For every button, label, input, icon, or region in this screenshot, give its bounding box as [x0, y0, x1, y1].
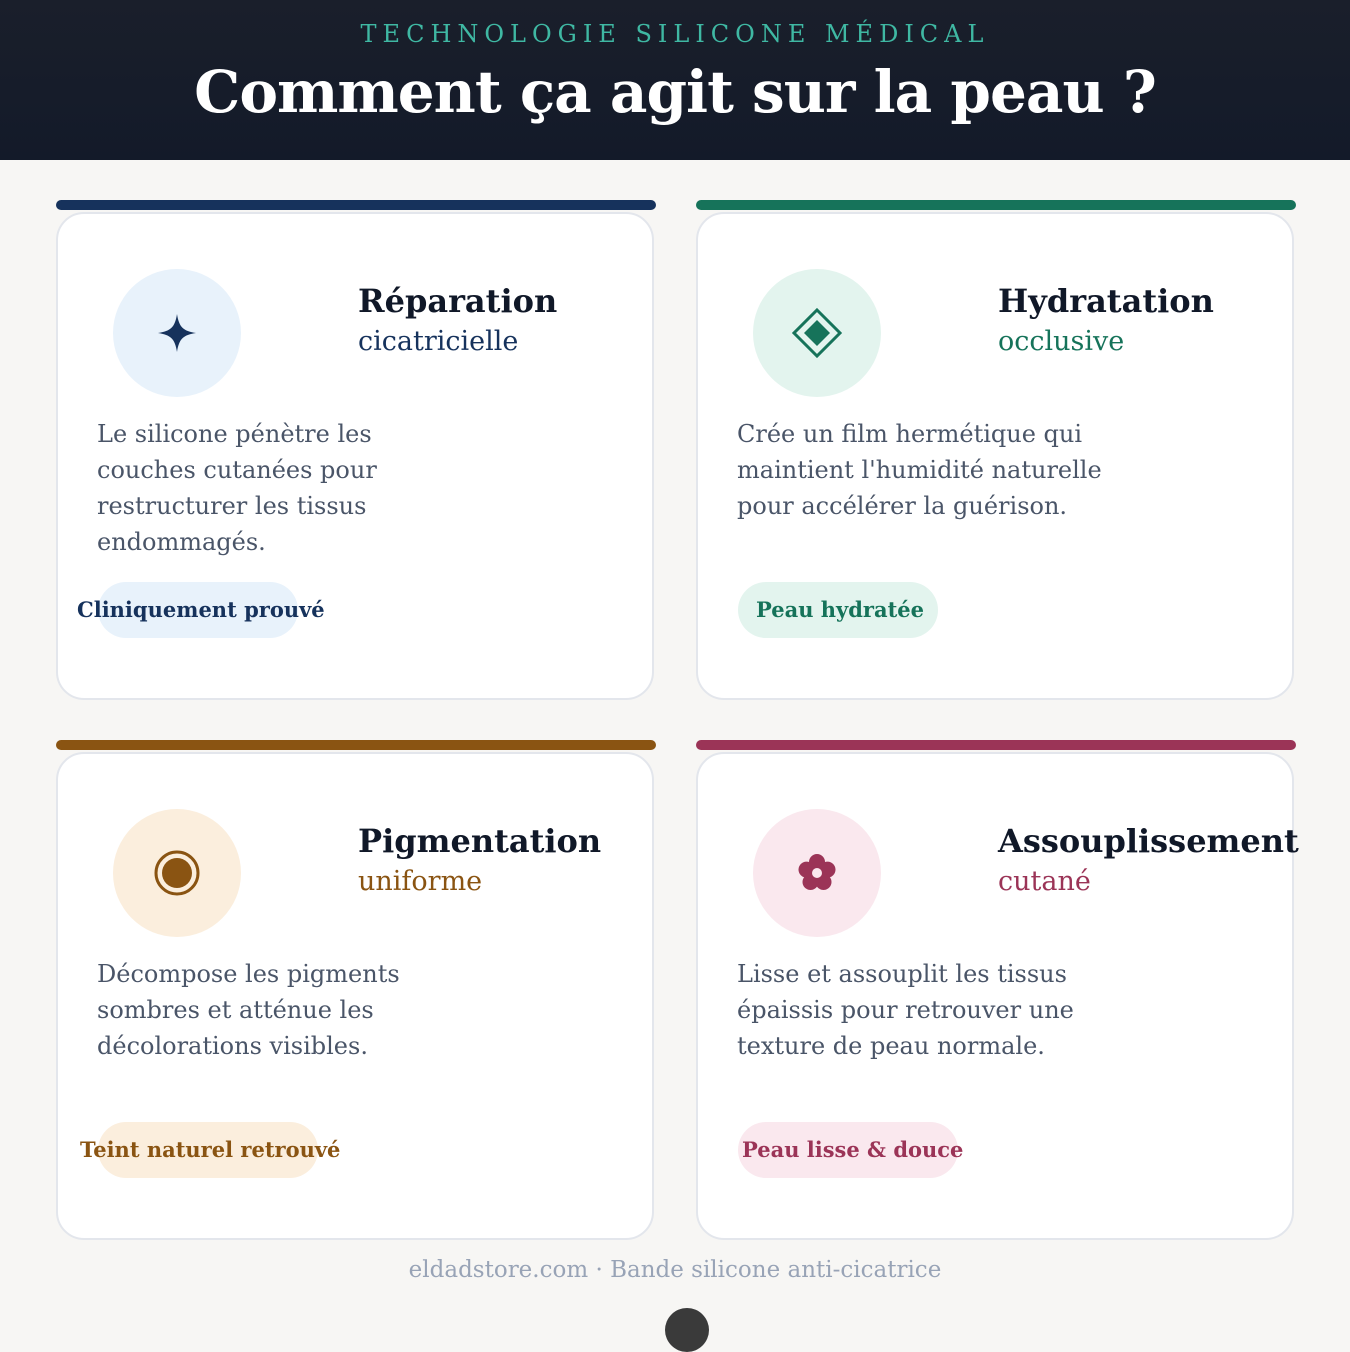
card-hydratation: [696, 212, 1294, 700]
flower-icon: [797, 853, 837, 893]
badge-label: Cliniquement prouvé: [77, 597, 325, 622]
header: [0, 0, 1350, 160]
badge-label: Peau lisse & douce: [742, 1137, 964, 1162]
card-subtitle: cicatricielle: [358, 326, 519, 357]
card-accent-bar: [56, 200, 656, 210]
card-title: Assouplissement: [998, 822, 1299, 860]
card-assouplissement: [696, 752, 1299, 1240]
scroll-button[interactable]: [665, 1308, 709, 1352]
card-subtitle: occlusive: [998, 326, 1125, 357]
card-subtitle: uniforme: [358, 866, 483, 897]
card-title: Pigmentation: [358, 822, 602, 860]
card-accent-bar: [696, 740, 1296, 750]
card-description: Décompose les pigments sombres et atténue les décolorations visibles.: [97, 960, 400, 1060]
icon-badge: [113, 269, 241, 397]
diamond-icon: [792, 308, 842, 358]
card-description: Crée un film hermétique qui maintient l'humidité naturelle pour accélérer la guérison.: [737, 420, 1102, 520]
card-pigmentation: [56, 752, 654, 1240]
target-circle-icon: [153, 849, 201, 897]
icon-badge: [753, 809, 881, 937]
badge-label: Teint naturel retrouvé: [80, 1137, 341, 1162]
card-subtitle: cutané: [998, 866, 1091, 897]
card-description: Lisse et assouplit les tissus épaissis pour retrouver une texture de peau normale.: [737, 960, 1074, 1060]
footer-credit: eldadstore.com · Bande silicone anti-cicatrice: [408, 1257, 942, 1283]
card-description: Le silicone pénètre les couches cutanées pour restructurer les tissus endommagés.: [97, 420, 377, 556]
card-reparation: [56, 212, 654, 700]
icon-badge: [113, 809, 241, 937]
card-accent-bar: [696, 200, 1296, 210]
four-point-star-icon: [157, 313, 197, 353]
icon-badge: [753, 269, 881, 397]
badge-label: Peau hydratée: [756, 597, 925, 622]
card-title: Hydratation: [998, 282, 1214, 320]
card-title: Réparation: [358, 282, 558, 320]
page-title: Comment ça agit sur la peau ?: [194, 58, 1156, 126]
card-accent-bar: [56, 740, 656, 750]
eyebrow-label: TECHNOLOGIE SILICONE MÉDICAL: [360, 20, 990, 48]
